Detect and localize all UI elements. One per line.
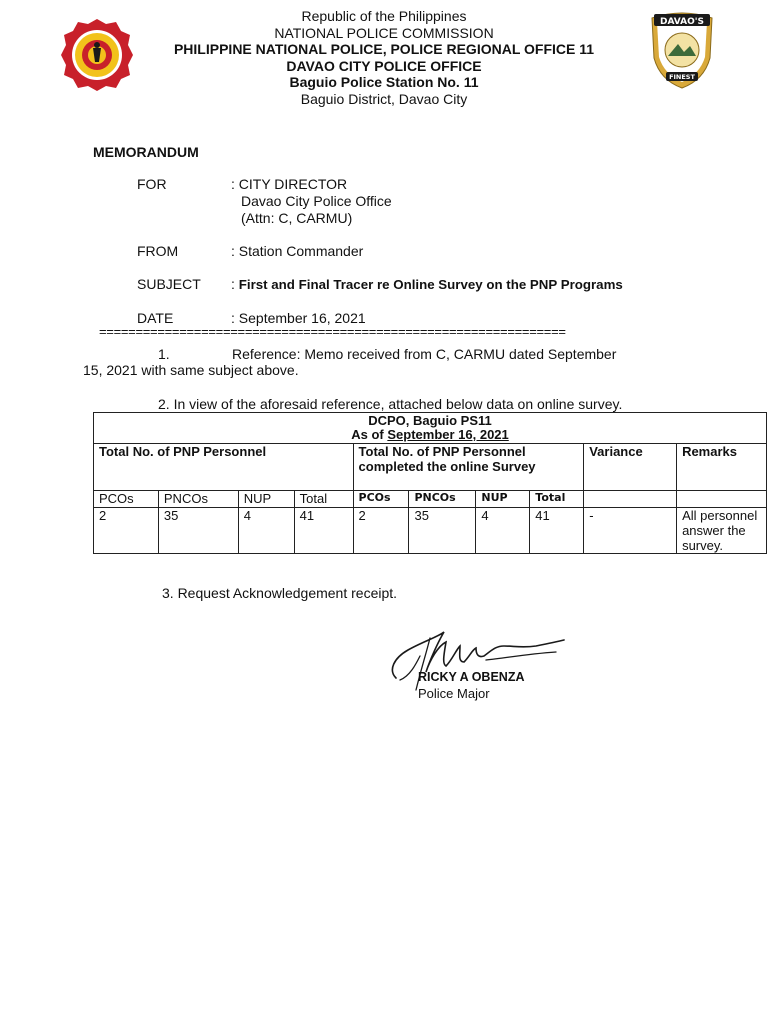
cell-total-completed: 41 xyxy=(530,508,584,554)
subheader-nup-completed: NUP xyxy=(476,491,530,508)
survey-table xyxy=(93,412,767,554)
subject-line xyxy=(231,276,623,293)
cell-variance: - xyxy=(584,508,677,554)
table-title-row xyxy=(94,413,767,444)
letterhead-line4: DAVAO CITY POLICE OFFICE xyxy=(286,57,482,74)
table-header-row xyxy=(94,444,767,491)
letterhead-line3: PHILIPPINE NATIONAL POLICE, POLICE REGIONAL OFFICE 11 xyxy=(173,41,595,58)
paragraph-1-continued: 15, 2021 with same subject above. xyxy=(83,362,299,378)
for-value-1: : CITY DIRECTOR xyxy=(231,176,348,192)
cell-nup: 4 xyxy=(238,508,294,554)
paragraph-3: 3. Request Acknowledgement receipt. xyxy=(162,585,398,601)
separator-line: ================================================================ xyxy=(99,324,566,339)
table-subheader-row xyxy=(94,491,767,508)
cell-pcos: 2 xyxy=(94,508,159,554)
header-completed-survey: Total No. of PNP Personnel completed the online Survey xyxy=(353,444,584,491)
letterhead-line6: Baguio District, Davao City xyxy=(300,90,468,107)
date-value: : September 16, 2021 xyxy=(231,310,366,326)
table-title: DCPO, Baguio PS11 xyxy=(368,413,492,428)
letterhead xyxy=(0,8,768,108)
date-label: DATE xyxy=(137,310,174,326)
letterhead-line1: Republic of the Philippines xyxy=(301,8,467,24)
cell-nup-completed: 4 xyxy=(476,508,530,554)
paragraph-1-number: 1. xyxy=(158,346,170,362)
cell-pcos-completed: 2 xyxy=(353,508,409,554)
subject-colon: : xyxy=(231,276,239,292)
badge-top-text: DAVAO'S xyxy=(659,17,705,27)
table-row xyxy=(94,508,767,554)
subheader-nup: NUP xyxy=(238,491,294,508)
subheader-pcos-completed: PCOs xyxy=(353,491,409,508)
from-value: : Station Commander xyxy=(231,243,364,259)
cell-pncos: 35 xyxy=(158,508,238,554)
subheader-pcos: PCOs xyxy=(94,491,159,508)
from-label: FROM xyxy=(137,243,179,259)
cell-pncos-completed: 35 xyxy=(409,508,476,554)
letterhead-line2: NATIONAL POLICE COMMISSION xyxy=(274,24,494,41)
subheader-total-completed: Total xyxy=(530,491,584,508)
subheader-total: Total xyxy=(294,491,353,508)
header-remarks: Remarks xyxy=(677,444,767,491)
paragraph-1 xyxy=(83,346,675,378)
for-label: FOR xyxy=(137,176,167,192)
subheader-pncos: PNCOs xyxy=(158,491,238,508)
paragraph-2: 2. In view of the aforesaid reference, attached below data on online survey. xyxy=(158,396,623,412)
signatory-name: RICKY A OBENZA xyxy=(418,670,525,684)
subject-label: SUBJECT xyxy=(137,276,201,292)
badge-bottom-text: FINEST xyxy=(669,73,695,81)
table-asof-prefix: As of xyxy=(351,427,388,442)
header-variance: Variance xyxy=(584,444,677,491)
table-asof-date: September 16, 2021 xyxy=(387,427,509,442)
subheader-pncos-completed: PNCOs xyxy=(409,491,476,508)
letterhead-line5: Baguio Police Station No. 11 xyxy=(289,74,479,91)
cell-remarks: All personnel answer the survey. xyxy=(677,508,767,554)
for-value-2: Davao City Police Office xyxy=(241,193,392,209)
signatory-rank: Police Major xyxy=(418,686,490,701)
paragraph-1-text: Reference: Memo received from C, CARMU dated September xyxy=(232,346,617,362)
memo-title: MEMORANDUM xyxy=(93,144,199,160)
subject-value: First and Final Tracer re Online Survey on the PNP Programs xyxy=(238,277,623,292)
for-value-3: (Attn: C, CARMU) xyxy=(241,210,353,226)
cell-total: 41 xyxy=(294,508,353,554)
header-total-personnel: Total No. of PNP Personnel xyxy=(94,444,354,491)
